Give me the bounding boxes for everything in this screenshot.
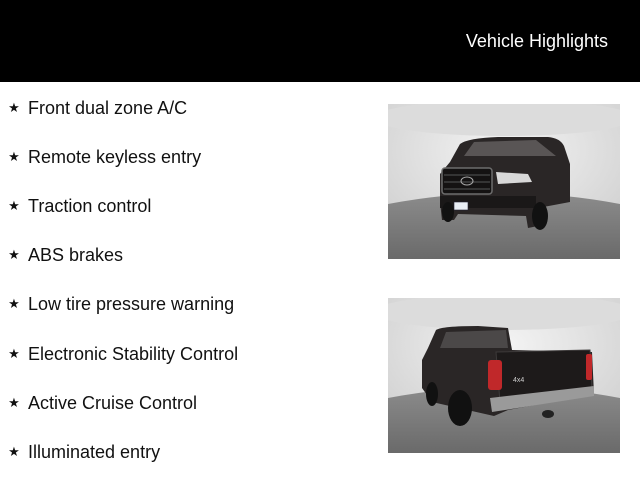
list-item [7, 390, 197, 416]
truck-front-image [388, 104, 620, 259]
star-icon: ★ [8, 346, 20, 361]
list-item [7, 291, 234, 317]
badge-text: 4x4 [513, 377, 525, 384]
feature-label: Traction control [28, 195, 152, 216]
list-item [7, 144, 201, 170]
list-item [7, 439, 160, 465]
vehicle-photo-rear [388, 298, 620, 453]
star-icon: ★ [8, 395, 20, 410]
feature-label: Illuminated entry [28, 441, 161, 462]
star-icon: ★ [8, 444, 20, 459]
feature-label: Active Cruise Control [28, 392, 198, 413]
feature-label: ABS brakes [28, 244, 124, 265]
feature-label: Low tire pressure warning [28, 293, 235, 314]
star-icon: ★ [8, 198, 20, 213]
feature-label: Remote keyless entry [28, 146, 202, 167]
star-icon: ★ [8, 247, 20, 262]
feature-label: Electronic Stability Control [28, 343, 239, 364]
page-title: Vehicle Highlights [465, 31, 608, 51]
list-item [7, 95, 187, 121]
star-icon: ★ [8, 296, 20, 311]
vehicle-photo-front [388, 104, 620, 259]
truck-rear-image [388, 298, 620, 453]
star-icon: ★ [8, 100, 20, 115]
list-item [7, 193, 151, 219]
feature-label: Front dual zone A/C [28, 97, 188, 118]
list-item [7, 341, 238, 367]
star-icon: ★ [8, 149, 20, 164]
list-item [7, 242, 123, 268]
header-bar [0, 0, 640, 82]
